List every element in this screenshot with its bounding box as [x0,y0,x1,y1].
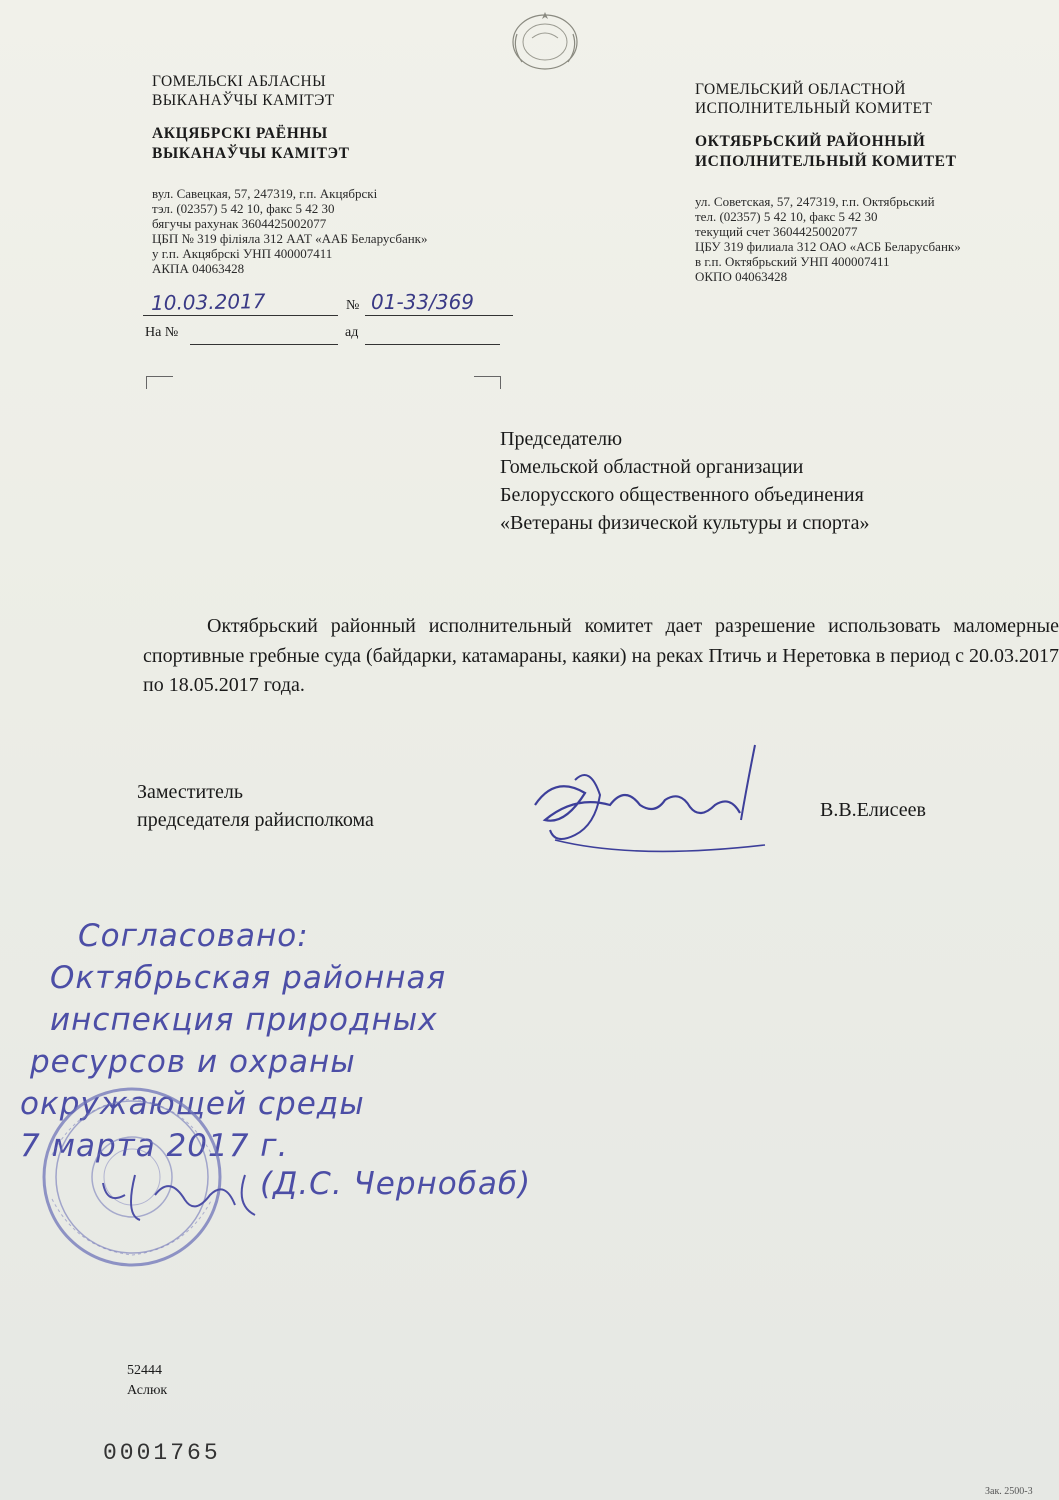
address-line: тел. (02357) 5 42 10, факс 5 42 30 [695,209,878,224]
header-right-committee-line: ИСПОЛНИТЕЛЬНЫЙ КОМИТЕТ [695,153,957,170]
addressee-line: Председателю [500,428,623,450]
address-line: ЦБП № 319 філіяла 312 ААТ «ААБ Беларусбанк» [152,231,428,246]
header-right-committee-line: ОКТЯБРЬСКИЙ РАЙОННЫЙ [695,133,926,150]
signatory-name: В.В.Елисеев [820,799,926,821]
address-line: текущий счет 3604425002077 [695,224,858,239]
header-left-address [152,186,532,276]
header-right-region-line: ИСПОЛНИТЕЛЬНЫЙ КОМИТЕТ [695,100,933,117]
addressee-line: «Ветераны физической культуры и спорта» [500,512,870,534]
address-corner-mark [146,376,173,389]
header-left-committee-line: АКЦЯБРСКІ РАЁННЫ [152,125,328,142]
header-left-region-line: ВЫКАНАЎЧЫ КАМІТЭТ [152,92,335,109]
registration-row [143,290,513,322]
address-line: тэл. (02357) 5 42 10, факс 5 42 30 [152,201,335,216]
header-right [695,80,1055,284]
header-left-committee-line: ВЫКАНАЎЧЫ КАМІТЭТ [152,145,350,162]
address-line: вул. Савецкая, 57, 247319, г.п. Акцябрскі [152,186,378,201]
ref-label: На № [145,325,179,340]
inspector-signature [95,1165,270,1225]
executor-name: Аслюк [127,1383,168,1398]
header-left-committee [152,124,532,164]
letter-body [143,612,1059,701]
address-corner-mark [474,376,501,389]
header-right-region [695,80,1055,118]
address-line: в г.п. Октябрьский УНП 400007411 [695,254,890,269]
addressee [500,425,870,537]
agreement-signer: (Д.С. Чернобаб) [260,1166,532,1202]
agreement-line: 7 марта 2017 г. [20,1128,289,1164]
state-emblem-icon [502,8,588,72]
ref-from-underline [365,343,500,345]
header-right-committee [695,132,1055,172]
registration-date: 10.03.2017 [150,289,266,315]
ref-underline [190,343,338,345]
header-right-address [695,194,1055,284]
agreement-line: окружающей среды [20,1086,365,1122]
address-line: АКПА 04063428 [152,261,245,276]
position-line: Заместитель [137,781,243,803]
agreement-line: инспекция природных [50,1002,438,1038]
date-underline [143,314,338,316]
signatory-position [137,778,374,834]
handwritten-signature [515,735,785,865]
header-right-region-line: ГОМЕЛЬСКИЙ ОБЛАСТНОЙ [695,81,906,98]
number-sign: № [346,298,360,313]
address-line: ЦБУ 319 филиала 312 ОАО «АСБ Беларусбанк» [695,239,961,254]
executor-info [127,1361,167,1401]
agreement-line: ресурсов и охраны [30,1044,356,1080]
ref-from-label: ад [345,325,359,340]
position-line: председателя райисполкома [137,809,374,831]
address-line: ул. Советская, 57, 247319, г.п. Октябрьский [695,194,935,209]
addressee-line: Белорусского общественного объединения [500,484,864,506]
reference-row [145,325,505,349]
print-order-code: Зак. 2500-3 [985,1486,1033,1497]
order-number: 52444 [127,1363,162,1378]
header-left-region [152,72,532,110]
header-left-region-line: ГОМЕЛЬСКІ АБЛАСНЫ [152,73,327,90]
addressee-line: Гомельской областной организации [500,456,804,478]
address-line: ОКПО 04063428 [695,269,788,284]
registration-number: 01-33/369 [371,290,475,314]
address-line: у г.п. Акцябрскі УНП 400007411 [152,246,333,261]
agreement-line: Согласовано: [78,918,309,954]
letter-body-paragraph: Октябрьский районный исполнительный комитет дает разрешение использовать маломерные спортивные гребные суда (байдарки, катамараны, каяки) на реках Птичь и Неретовка в период с 20.03.2017 по 18.05.2017 года. [143,615,1059,696]
agreement-line: Октябрьская районная [50,960,447,996]
form-serial-number: 0001765 [103,1440,221,1466]
number-underline [365,314,513,316]
address-line: бягучы рахунак 3604425002077 [152,216,327,231]
header-left [152,72,532,276]
